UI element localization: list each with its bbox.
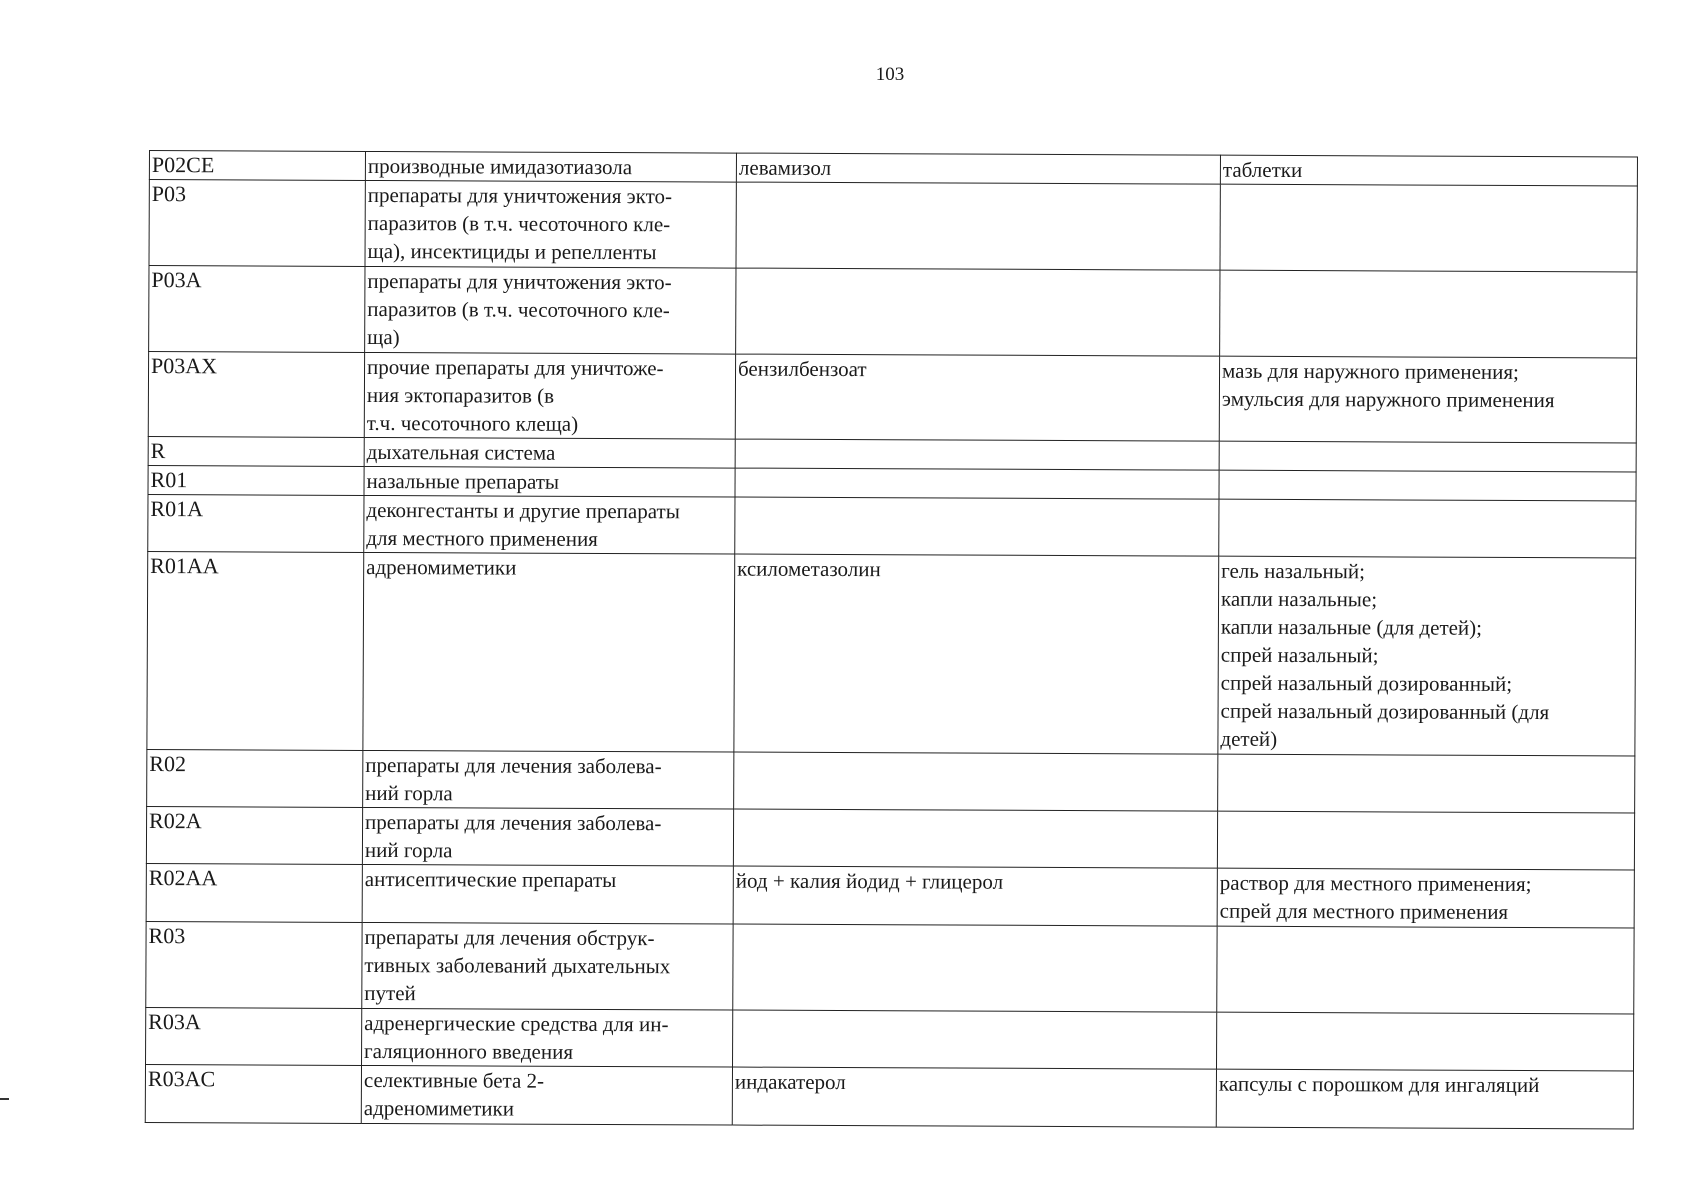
- group-cell-line: препараты для лечения заболева-: [365, 809, 662, 836]
- group-cell-line: адреномиметики: [366, 554, 517, 580]
- drug-name-cell: [735, 354, 1219, 441]
- dosage-form-cell-line: спрей назальный дозированный (для: [1220, 698, 1550, 725]
- group-cell-line: ща): [367, 324, 400, 350]
- dosage-form-cell: [1220, 184, 1637, 272]
- medication-table: [145, 150, 1638, 1129]
- code-cell: R01: [148, 465, 364, 495]
- code-cell: R03A: [146, 1007, 362, 1065]
- group-cell-line: прочие препараты для уничтоже-: [367, 354, 664, 381]
- dosage-form-cell-line: спрей для местного применения: [1219, 898, 1509, 924]
- drug-name-cell-line: левамизол: [738, 155, 832, 180]
- dosage-form-cell-line: раствор для местного применения;: [1219, 870, 1532, 897]
- group-cell: [364, 495, 735, 554]
- group-cell-line: паразитов (в т.ч. чесоточного кле-: [367, 296, 670, 323]
- drug-name-cell-line: бензилбензоат: [737, 356, 867, 382]
- table-row: [149, 266, 1637, 358]
- table-row: [146, 863, 1634, 927]
- drug-name-cell: [735, 439, 1219, 470]
- drug-name-cell: [734, 554, 1219, 754]
- drug-name-cell: [736, 268, 1220, 356]
- code-cell: P03A: [149, 266, 365, 353]
- drug-name-cell: [735, 468, 1219, 499]
- drug-name-cell-line: индакатерол: [734, 1069, 846, 1095]
- dosage-form-cell: [1219, 470, 1636, 501]
- group-cell-line: ния эктопаразитов (в: [366, 382, 555, 408]
- dosage-form-cell: [1217, 811, 1634, 870]
- group-cell: [364, 437, 735, 468]
- drug-name-cell: [736, 182, 1220, 270]
- table-row: [149, 180, 1637, 272]
- group-cell-line: галяционного введения: [364, 1038, 574, 1064]
- code-cell: R: [148, 436, 364, 466]
- group-cell-line: деконгестанты и другие препараты: [366, 497, 680, 524]
- dosage-form-cell-line: мазь для наружного применения;: [1221, 358, 1519, 384]
- code-cell: R01AA: [147, 551, 364, 750]
- dosage-form-cell: [1219, 499, 1636, 558]
- group-cell-line: т.ч. чесоточного клеща): [366, 410, 579, 436]
- dosage-form-cell: [1218, 556, 1636, 756]
- dosage-form-cell-line: детей): [1220, 726, 1278, 751]
- dosage-form-cell: [1217, 868, 1634, 928]
- dosage-form-cell-line: спрей назальный;: [1220, 642, 1379, 668]
- dosage-form-cell: [1220, 155, 1637, 186]
- table-row: [146, 1007, 1634, 1070]
- dosage-form-cell-line: таблетки: [1222, 157, 1303, 183]
- group-cell-line: препараты для лечения заболева-: [365, 752, 662, 779]
- group-cell-line: назальные препараты: [366, 468, 560, 494]
- drug-name-cell: [735, 497, 1219, 556]
- drug-name-cell: [734, 752, 1218, 811]
- group-cell-line: препараты для уничтожения экто-: [367, 268, 672, 295]
- group-cell: [362, 922, 733, 1010]
- group-cell: [361, 1065, 732, 1125]
- dosage-form-cell-line: капли назальные (для детей);: [1220, 614, 1483, 640]
- group-cell-line: путей: [364, 980, 416, 1006]
- code-cell: R03: [146, 921, 362, 1008]
- dosage-form-cell: [1216, 1012, 1633, 1071]
- group-cell: [362, 807, 733, 866]
- group-cell-line: препараты для лечения обструк-: [364, 924, 655, 951]
- dosage-form-cell: [1216, 1069, 1633, 1129]
- scan-margin-mark: [0, 1098, 9, 1100]
- drug-name-cell-line: йод + калия йодид + глицерол: [735, 868, 1004, 894]
- code-cell: R03AC: [145, 1064, 361, 1123]
- group-cell-line: ща), инсектициды и репелленты: [367, 238, 657, 265]
- table-row: [146, 921, 1634, 1013]
- group-cell-line: ний горла: [364, 837, 453, 863]
- table-body: [145, 151, 1637, 1129]
- group-cell-line: ний горла: [365, 780, 453, 806]
- dosage-form-cell-line: капли назальные;: [1221, 586, 1378, 612]
- group-cell-line: паразитов (в т.ч. чесоточного кле-: [367, 210, 671, 237]
- code-cell: R02AA: [146, 863, 362, 922]
- code-cell: R02A: [146, 806, 362, 864]
- dosage-form-cell: [1219, 356, 1636, 443]
- drug-name-cell: [733, 809, 1217, 868]
- dosage-form-cell-line: гель назальный;: [1221, 558, 1366, 584]
- dosage-form-cell-line: спрей назальный дозированный;: [1220, 670, 1513, 696]
- group-cell-line: тивных заболеваний дыхательных: [364, 952, 671, 979]
- page-number: 103: [875, 64, 905, 85]
- drug-name-cell: [733, 1010, 1217, 1069]
- table-row: [148, 352, 1636, 443]
- drug-name-cell: [736, 153, 1220, 184]
- table-row: [146, 806, 1634, 869]
- dosage-form-cell: [1219, 441, 1636, 472]
- group-cell-line: антисептические препараты: [364, 866, 617, 893]
- table-row: [147, 749, 1635, 812]
- group-cell: [362, 1008, 733, 1067]
- code-cell: P03: [149, 180, 365, 267]
- dosage-form-cell-line: эмульсия для наружного применения: [1221, 386, 1555, 413]
- table-row: [145, 1064, 1633, 1128]
- group-cell-line: адренергические средства для ин-: [364, 1010, 669, 1037]
- drug-name-cell: [733, 866, 1217, 926]
- group-cell: [365, 180, 736, 268]
- group-cell-line: дыхательная система: [366, 439, 556, 465]
- table-row: [147, 551, 1636, 755]
- group-cell-line: производные имидазотиазола: [367, 153, 633, 180]
- group-cell: [363, 750, 734, 809]
- drug-name-cell: [732, 1067, 1216, 1127]
- group-cell-line: адреномиметики: [363, 1095, 515, 1121]
- dosage-form-cell-line: капсулы с порошком для ингаляций: [1218, 1071, 1540, 1098]
- code-cell: P03AX: [148, 352, 364, 438]
- group-cell: [365, 151, 736, 182]
- group-cell: [362, 864, 733, 924]
- group-cell: [364, 352, 735, 439]
- drug-name-cell-line: ксилометазолин: [737, 556, 881, 582]
- group-cell: [363, 552, 735, 752]
- table-row: [148, 494, 1636, 557]
- code-cell: R02: [147, 749, 363, 807]
- dosage-form-cell: [1218, 754, 1635, 813]
- dosage-form-cell: [1220, 270, 1637, 358]
- group-cell-line: селективные бета 2-: [363, 1067, 545, 1093]
- group-cell: [365, 266, 736, 354]
- group-cell: [364, 466, 735, 497]
- code-cell: R01A: [148, 494, 364, 552]
- group-cell-line: для местного применения: [366, 525, 598, 551]
- drug-name-cell: [733, 924, 1217, 1012]
- group-cell-line: препараты для уничтожения экто-: [367, 182, 673, 209]
- dosage-form-cell: [1217, 926, 1634, 1014]
- code-cell: P02CE: [149, 151, 365, 181]
